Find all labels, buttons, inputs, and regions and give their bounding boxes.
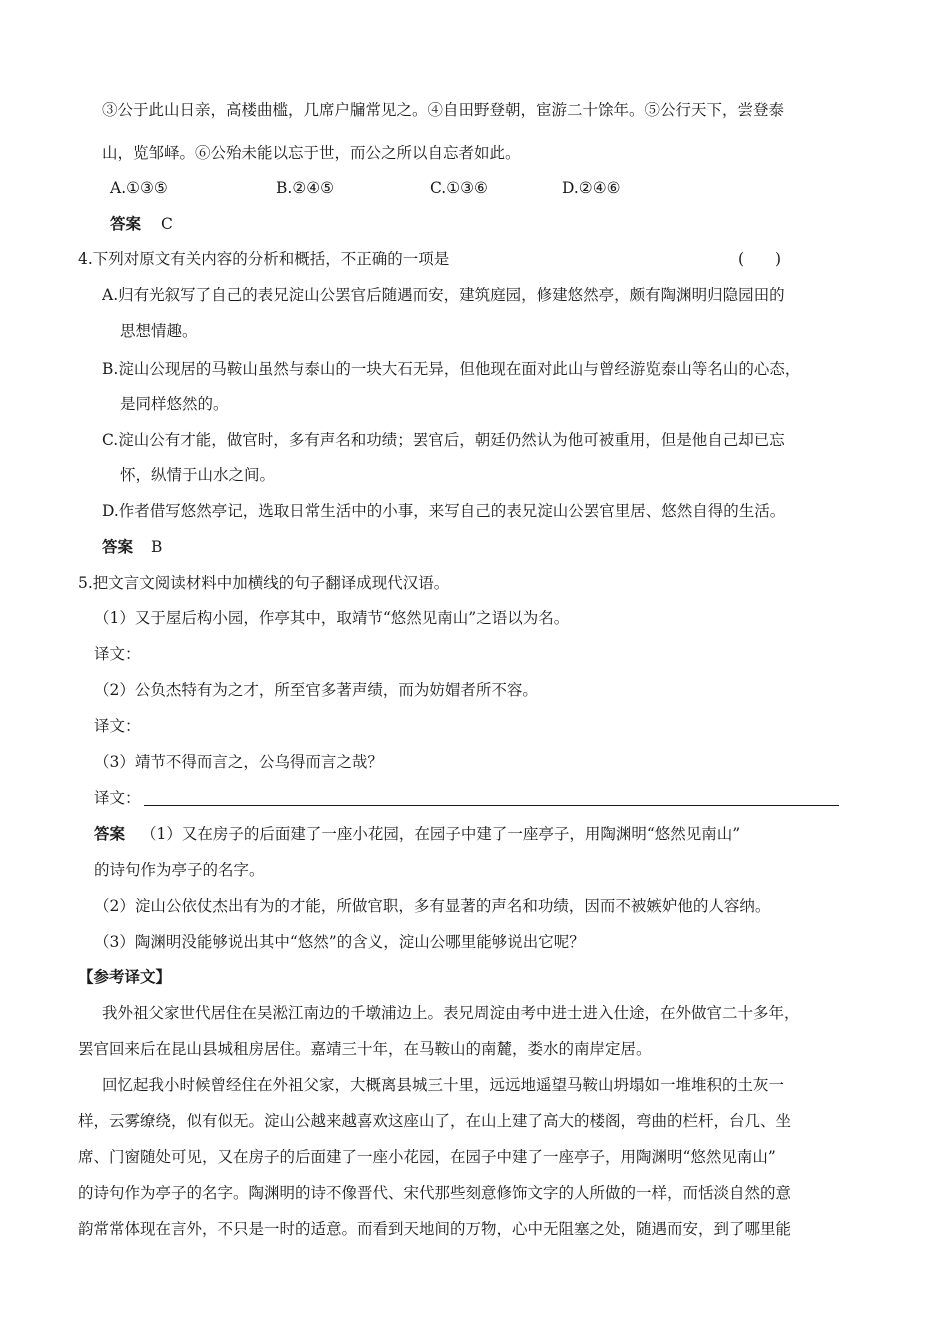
answer-value: C (161, 215, 173, 233)
q5-sentence-3: （3）靖节不得而言之，公乌得而言之哉？ (94, 753, 383, 771)
answer-value: B (151, 538, 163, 556)
reference-p2-line-4: 的诗句作为亭子的名字。陶渊明的诗不像晋代、宋代那些刻意修饰文字的人所做的一样，而恬淡自然的意 (78, 1184, 792, 1202)
q3-option-a: A.①③⑤ (110, 179, 168, 197)
answer-text: （1）又在房子的后面建了一座小花园，在园子中建了一座亭子，用陶渊明“悠然见南山” (141, 825, 741, 843)
q5-translate-label-2: 译文： (94, 717, 141, 735)
q5-answer-2: （2）淀山公依仗杰出有为的才能，所做官职，多有显著的声名和功绩，因而不被嫉妒他的人容纳。 (94, 897, 771, 915)
reference-p1-line-2: 罢官回来后在昆山县城租房居住。嘉靖三十年，在马鞍山的南麓，娄水的南岸定居。 (78, 1040, 652, 1058)
reference-p2-line-5: 韵常常体现在言外，不只是一时的适意。而看到天地间的万物，心中无阻塞之处，随遇而安，到了哪里能 (78, 1220, 792, 1238)
q3-option-d: D.②④⑥ (562, 179, 621, 197)
q4-option-d: D.作者借写悠然亭记，选取日常生活中的小事，来写自己的表兄淀山公罢官里居、悠然自得的生活。 (102, 502, 786, 520)
translation-blank-line (144, 805, 839, 806)
answer-label: 答案 (94, 824, 126, 843)
q3-stem-line-2: 山，览邹峄。⑥公殆未能以忘于世，而公之所以自忘者如此。 (102, 144, 521, 162)
q4-option-b-line-1: B.淀山公现居的马鞍山虽然与泰山的一块大石无异，但他现在面对此山与曾经游览泰山等名山的心态， (102, 360, 801, 378)
reference-p1-line-1: 我外祖父家世代居住在吴淞江南边的千墩浦边上。表兄周淀由考中进士进入仕途，在外做官二十多年， (102, 1004, 800, 1022)
q5-answer-line-1 (94, 823, 740, 845)
q4-option-c-line-2: 怀，纵情于山水之间。 (120, 466, 276, 484)
q5-answer-line-2: 的诗句作为亭子的名字。 (94, 861, 265, 879)
reference-p2-line-2: 样，云雾缭绕，似有似无。淀山公越来越喜欢这座山了，在山上建了高大的楼阁，弯曲的栏杆，台几、坐 (78, 1112, 792, 1130)
q3-option-c: C.①③⑥ (430, 179, 488, 197)
reference-p2-line-1: 回忆起我小时候曾经住在外祖父家，大概离县城三十里，远远地遥望马鞍山坍塌如一堆堆积的土灰一 (102, 1076, 785, 1094)
q4-answer (102, 536, 162, 558)
q5-question: 5.把文言文阅读材料中加横线的句子翻译成现代汉语。 (78, 574, 450, 592)
q5-answer-3: （3）陶渊明没能够说出其中“悠然”的含义，淀山公哪里能够说出它呢？ (94, 933, 585, 951)
reference-heading: 【参考译文】 (78, 967, 172, 986)
q5-translate-label-3: 译文： (94, 789, 141, 807)
q5-translate-label-1: 译文： (94, 645, 141, 663)
q4-option-c-line-1: C.淀山公有才能，做官时，多有声名和功绩；罢官后，朝廷仍然认为他可被重用，但是他自己却已忘 (102, 431, 785, 449)
q3-stem-line-1: ③公于此山日亲，高楼曲槛，几席户牖常见之。④自田野登朝，宦游二十馀年。⑤公行天下，尝登泰 (102, 101, 785, 119)
answer-label: 答案 (110, 214, 142, 233)
q4-option-a-line-2: 思想情趣。 (120, 322, 198, 340)
q5-sentence-2: （2）公负杰特有为之才，所至官多著声绩，而为妨媢者所不容。 (94, 681, 538, 699)
q3-option-b: B.②④⑤ (276, 179, 335, 197)
reference-p2-line-3: 席、门窗随处可见，又在房子的后面建了一座小花园，在园子中建了一座亭子，用陶渊明“悠然见南山” (78, 1148, 776, 1166)
q4-question: 4.下列对原文有关内容的分析和概括，不正确的一项是 (78, 250, 450, 268)
q4-option-b-line-2: 是同样悠然的。 (120, 395, 229, 413)
q4-option-a-line-1: A.归有光叙写了自己的表兄淀山公罢官后随遇而安，建筑庭园，修建悠然亭，颇有陶渊明归隐园田的 (102, 286, 785, 304)
q4-answer-paren: ( ) (738, 250, 782, 268)
q5-sentence-1: （1）又于屋后构小园，作亭其中，取靖节“悠然见南山”之语以为名。 (94, 609, 570, 627)
answer-label: 答案 (102, 537, 134, 556)
q3-answer (110, 213, 173, 235)
